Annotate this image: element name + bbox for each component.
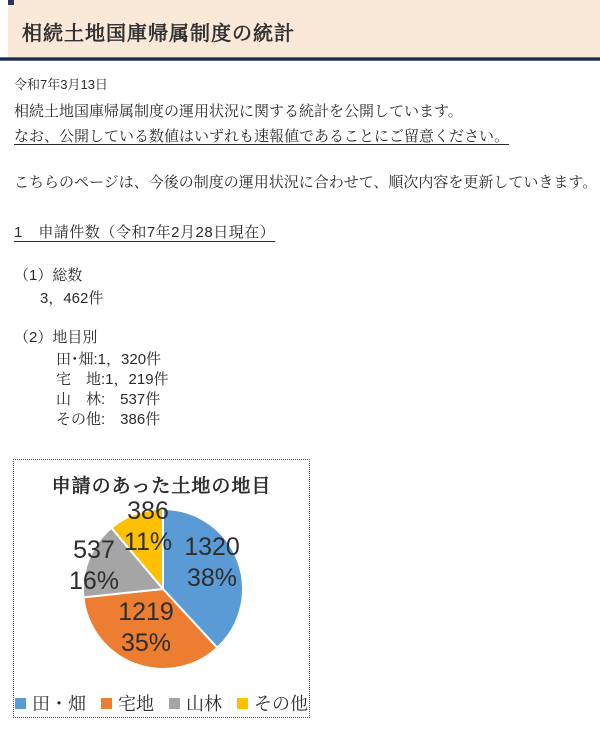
page-header bbox=[0, 0, 600, 61]
pie-label-tahata bbox=[184, 532, 240, 594]
legend-swatch-sonota bbox=[237, 698, 248, 709]
section-heading: 1 申請件数（令和7年2月28日現在） bbox=[14, 224, 276, 241]
legend-label: その他 bbox=[254, 694, 308, 714]
category-item-tahata: 田･畑:1，320件 bbox=[56, 351, 162, 368]
intro-line-1: 相続土地国庫帰属制度の運用状況に関する統計を公開しています。 bbox=[14, 103, 463, 120]
legend-swatch-sanrin bbox=[169, 698, 180, 709]
legend-label: 山林 bbox=[186, 694, 222, 714]
category-list bbox=[56, 350, 169, 430]
page-title: 相続土地国庫帰属制度の統計 bbox=[22, 23, 295, 45]
date-line: 令和7年3月13日 bbox=[14, 77, 108, 92]
pie-label-pct: 11% bbox=[123, 528, 173, 556]
pie-label-sanrin bbox=[69, 535, 119, 597]
chart-title: 申請のあった土地の地目 bbox=[51, 476, 272, 497]
legend-item-sanrin bbox=[169, 690, 222, 716]
header-corner-mark bbox=[8, 0, 14, 5]
category-item-sanrin: 山 林: 537件 bbox=[56, 391, 161, 408]
intro-line-2-note: なお、公開している数値はいずれも速報値であることにご留意ください。 bbox=[14, 128, 510, 145]
pie-label-value: 1219 bbox=[118, 598, 174, 626]
legend-label: 田・畑 bbox=[32, 694, 86, 714]
total-label: （1）総数 bbox=[14, 267, 83, 284]
pie-label-pct: 38% bbox=[186, 564, 238, 592]
legend-swatch-tahata bbox=[15, 698, 26, 709]
category-item-sonota: その他: 386件 bbox=[56, 411, 161, 428]
by-category-label: （2）地目別 bbox=[14, 329, 98, 346]
pie-label-value: 1320 bbox=[184, 533, 240, 561]
pie-label-value: 537 bbox=[73, 536, 115, 564]
chart-legend bbox=[14, 690, 309, 716]
legend-item-takuchi bbox=[101, 690, 154, 716]
legend-swatch-takuchi bbox=[101, 698, 112, 709]
total-value: 3，462件 bbox=[40, 290, 104, 307]
header-rule bbox=[0, 57, 600, 61]
pie-chart-box bbox=[13, 459, 310, 718]
legend-item-tahata bbox=[15, 690, 86, 716]
legend-item-sonota bbox=[237, 690, 308, 716]
pie-label-pct: 35% bbox=[120, 629, 172, 657]
pie-label-value: 386 bbox=[127, 497, 169, 525]
pie-label-sonota bbox=[124, 496, 172, 558]
update-note: こちらのページは、今後の制度の運用状況に合わせて、順次内容を更新していきます。 bbox=[14, 174, 598, 191]
pie-label-pct: 16% bbox=[68, 567, 120, 595]
category-item-takuchi: 宅 地:1，219件 bbox=[56, 371, 169, 388]
legend-label: 宅地 bbox=[118, 694, 154, 714]
pie-label-takuchi bbox=[118, 597, 174, 659]
